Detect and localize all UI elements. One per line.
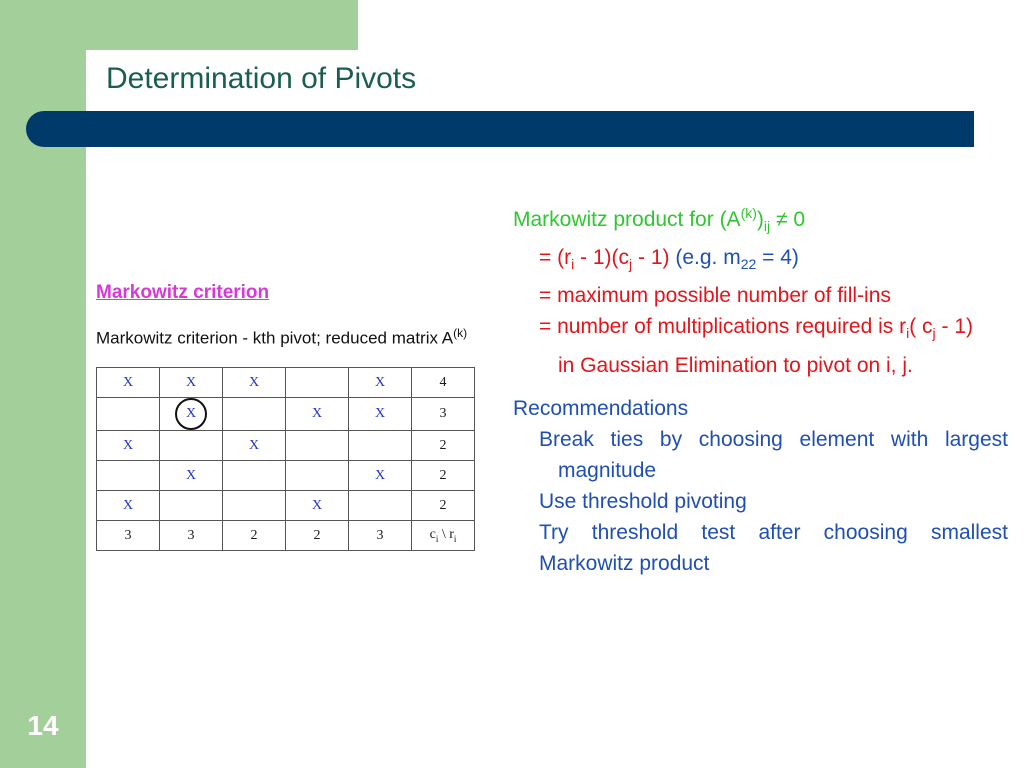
matrix-cell-circled-pivot (160, 398, 223, 431)
recommendations-heading: Recommendations (513, 396, 689, 420)
matrix-cell (97, 461, 160, 491)
multiplications-line (513, 311, 1008, 349)
gaussian-elimination-line: in Gaussian Elimination to pivot on i, j. (558, 353, 913, 377)
title-underline-bar (26, 111, 974, 147)
example-run: (e.g. m (675, 246, 741, 270)
text-run: - 1) (935, 315, 974, 339)
spacer (513, 381, 1008, 393)
matrix-cell (160, 491, 223, 521)
recommendation-threshold-pivoting: Use threshold pivoting (539, 489, 747, 513)
row-count-cell: 4 (412, 368, 475, 398)
text-sub: ij (763, 218, 771, 235)
corner-sep: \ r (438, 527, 454, 543)
criterion-description (96, 326, 467, 349)
table-row (97, 398, 475, 431)
matrix-cell: X (97, 368, 160, 398)
right-text-block (513, 198, 1008, 579)
corner-sub-i: i (435, 533, 439, 544)
text-run: = number of multiplications required is r (539, 315, 907, 339)
matrix-cell: X (286, 491, 349, 521)
matrix-cell: X (97, 431, 160, 461)
text-sup: (k) (740, 205, 757, 221)
text-run: - 1) (632, 246, 676, 270)
text-run: ) (756, 208, 764, 231)
row-count-cell: 3 (412, 398, 475, 431)
matrix-cell (223, 461, 286, 491)
text-sub: j (932, 325, 936, 342)
text-run: Markowitz product for (A (513, 208, 741, 231)
matrix-cell: X (286, 398, 349, 431)
product-formula-line (513, 242, 1008, 280)
fill-ins-line: = maximum possible number of fill-ins (539, 284, 891, 308)
matrix-cell: X (97, 491, 160, 521)
criterion-superscript: (k) (453, 326, 468, 340)
matrix-cell (160, 431, 223, 461)
row-count-cell: 2 (412, 461, 475, 491)
matrix-cell (286, 461, 349, 491)
matrix-cell: X (160, 368, 223, 398)
text-run: = (r (539, 246, 572, 270)
pivot-circle: X (175, 398, 207, 430)
table-row (97, 431, 475, 461)
row-count-cell: 2 (412, 431, 475, 461)
corner-c: c (429, 527, 436, 543)
matrix-cell (349, 491, 412, 521)
text-sub: j (629, 256, 633, 273)
matrix-cell: X (160, 461, 223, 491)
example-sub: 22 (740, 256, 757, 273)
matrix-cell: X (349, 368, 412, 398)
slide-title: Determination of Pivots (106, 62, 417, 95)
table-row (97, 461, 475, 491)
slide-number: 14 (27, 710, 59, 741)
text-run: ≠ 0 (770, 208, 806, 231)
corner-sub-i2: i (453, 533, 457, 544)
example-run: = 4) (756, 246, 799, 270)
col-count-cell: 2 (223, 521, 286, 551)
table-footer-row (97, 521, 475, 551)
recommendation-break-ties: Break ties by choosing element with largest (539, 427, 1008, 451)
text-sub: i (906, 325, 910, 342)
matrix-cell (349, 431, 412, 461)
text-sub: i (571, 256, 575, 273)
col-count-cell: 3 (349, 521, 412, 551)
recommendation-break-ties-cont: magnitude (558, 458, 657, 482)
matrix-cell (286, 368, 349, 398)
top-decor-band (0, 0, 358, 50)
text-run: ( c (909, 315, 933, 339)
markowitz-criterion-heading: Markowitz criterion (96, 282, 270, 303)
col-count-cell: 3 (160, 521, 223, 551)
table-row (97, 491, 475, 521)
table-row (97, 368, 475, 398)
text-run: - 1)(c (574, 246, 630, 270)
col-count-cell: 3 (97, 521, 160, 551)
row-count-cell: 2 (412, 491, 475, 521)
matrix-cell: X (349, 461, 412, 491)
matrix-cell (286, 431, 349, 461)
matrix-cell (223, 491, 286, 521)
matrix-cell: X (349, 398, 412, 431)
reduced-matrix-table (96, 367, 475, 551)
matrix-cell (97, 398, 160, 431)
markowitz-product-line (513, 198, 1008, 242)
corner-label-cell (412, 521, 475, 551)
recommendation-threshold-test-cont: Markowitz product (539, 551, 710, 575)
matrix-cell (223, 398, 286, 431)
recommendation-threshold-test: Try threshold test after choosing smallest (539, 520, 1008, 544)
col-count-cell: 2 (286, 521, 349, 551)
criterion-text: Markowitz criterion - kth pivot; reduced matrix A (96, 328, 454, 348)
matrix-cell: X (223, 368, 286, 398)
matrix-cell: X (223, 431, 286, 461)
